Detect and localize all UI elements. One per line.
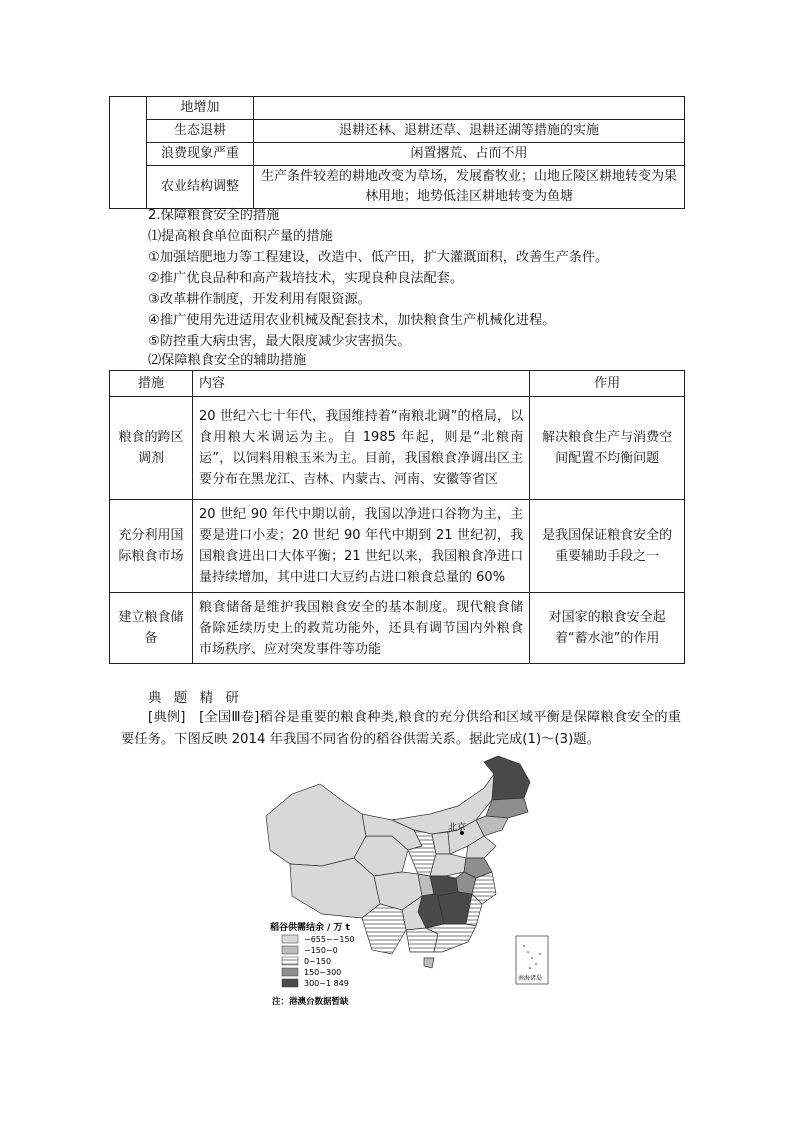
list-item: ①加强培肥地力等工程建设，改造中、低产田，扩大灌溉面积，改善生产条件。 <box>148 250 609 265</box>
table-row <box>110 143 685 166</box>
table-row <box>110 97 685 120</box>
row-value: 退耕还林、退耕还草、退耕还湖等措施的实施 <box>254 120 685 143</box>
table-row <box>110 500 685 593</box>
legend-swatch <box>282 957 298 965</box>
merged-category-cell <box>110 97 147 209</box>
question-text: [典例] [全国Ⅲ卷]稻谷是重要的粮食种类,粮食的充分供给和区域平衡是保障粮食安全的重要任务。下图反映 2014 年我国不同省份的稻谷供需关系。据此完成(1)～(3)题。 <box>121 710 681 747</box>
region-hainan <box>424 958 434 968</box>
list-item: ⑤防控重大病虫害，最大限度减少灾害损失。 <box>148 334 411 349</box>
table-row <box>110 120 685 143</box>
region-henan <box>430 854 466 876</box>
legend-swatch <box>282 946 298 954</box>
column-header: 措施 <box>110 371 193 397</box>
land-change-table <box>109 96 685 209</box>
table-row <box>110 593 685 664</box>
row-key: 生态退耕 <box>147 120 254 143</box>
legend-label: 0~150 <box>304 957 332 966</box>
legend-label: 300~1 849 <box>304 979 349 988</box>
city-label: 北京 <box>448 823 467 833</box>
legend-swatch <box>282 935 298 943</box>
content-cell: 粮食储备是维护我国粮食安全的基本制度。现代粮食储备除延续历史上的救荒功能外，还具有调节国内外粮食市场秩序、应对突发事件等功能 <box>193 593 530 664</box>
legend-title: 稻谷供需结余 / 万 t <box>270 923 350 933</box>
legend-swatch <box>282 979 298 987</box>
row-value <box>254 97 685 120</box>
measure-cell: 建立粮食储备 <box>110 593 193 664</box>
list-item: ③改革耕作制度，开发利用有限资源。 <box>148 292 371 307</box>
table-row <box>110 166 685 209</box>
section-title: 2.保障粮食安全的措施 <box>148 208 280 223</box>
row-key: 地增加 <box>147 97 254 120</box>
region-jilin <box>486 798 528 818</box>
row-key: 农业结构调整 <box>147 166 254 209</box>
legend-label: −150~0 <box>304 946 338 955</box>
subsection-title: ⑵保障粮食安全的辅助措施 <box>148 353 307 368</box>
content-cell: 20 世纪 90 年代中期以前，我国以净进口谷物为主，主要是进口小麦；20 世纪 90 年代中期到 21 世纪初，我国粮食进出口大体平衡；21 世纪以来，我国粮食净进口量持续增加，其中进口大豆约占进口粮食总量的 60% <box>193 500 530 593</box>
column-header: 内容 <box>193 371 530 397</box>
measure-cell: 充分利用国际粮食市场 <box>110 500 193 593</box>
list-item: ②推广优良品种和高产栽培技术，实现良种良法配套。 <box>148 271 464 286</box>
table-row <box>110 397 685 500</box>
table-header-row <box>110 371 685 397</box>
effect-cell: 解决粮食生产与消费空间配置不均衡问题 <box>530 397 685 500</box>
measure-cell: 粮食的跨区调剂 <box>110 397 193 500</box>
rice-supply-map <box>262 754 552 1010</box>
row-value: 生产条件较差的耕地改变为草场，发展畜牧业；山地丘陵区耕地转变为果林用地；地势低洼区耕地转变为鱼塘 <box>254 166 685 209</box>
content-cell: 20 世纪六七十年代，我国维持着“南粮北调”的格局，以食用粮大米调运为主。自 1985 年起，则是“北粮南运”，以饲料用粮玉米为主。目前，我国粮食净调出区主要分布在黑龙江、吉林、内蒙古、河南、安徽等省区 <box>193 397 530 500</box>
subsection-title: ⑴提高粮食单位面积产量的措施 <box>148 229 333 244</box>
region-xinjiang <box>266 784 366 866</box>
row-key: 浪费现象严重 <box>147 143 254 166</box>
inset-label: 南海诸岛 <box>518 975 543 982</box>
legend-swatch <box>282 968 298 976</box>
legend-label: 150~300 <box>304 968 342 977</box>
map-note: 注：港澳台数据暂缺 <box>272 997 349 1007</box>
section-heading: 典 题 精 研 <box>148 690 243 706</box>
row-value: 闲置撂荒、占而不用 <box>254 143 685 166</box>
effect-cell: 对国家的粮食安全起着“蓄水池”的作用 <box>530 593 685 664</box>
column-header: 作用 <box>530 371 685 397</box>
effect-cell: 是我国保证粮食安全的重要辅助手段之一 <box>530 500 685 593</box>
legend-label: −655~−150 <box>304 935 355 944</box>
list-item: ④推广使用先进适用农业机械及配套技术，加快粮食生产机械化进程。 <box>148 313 556 328</box>
auxiliary-measures-table <box>109 370 685 664</box>
